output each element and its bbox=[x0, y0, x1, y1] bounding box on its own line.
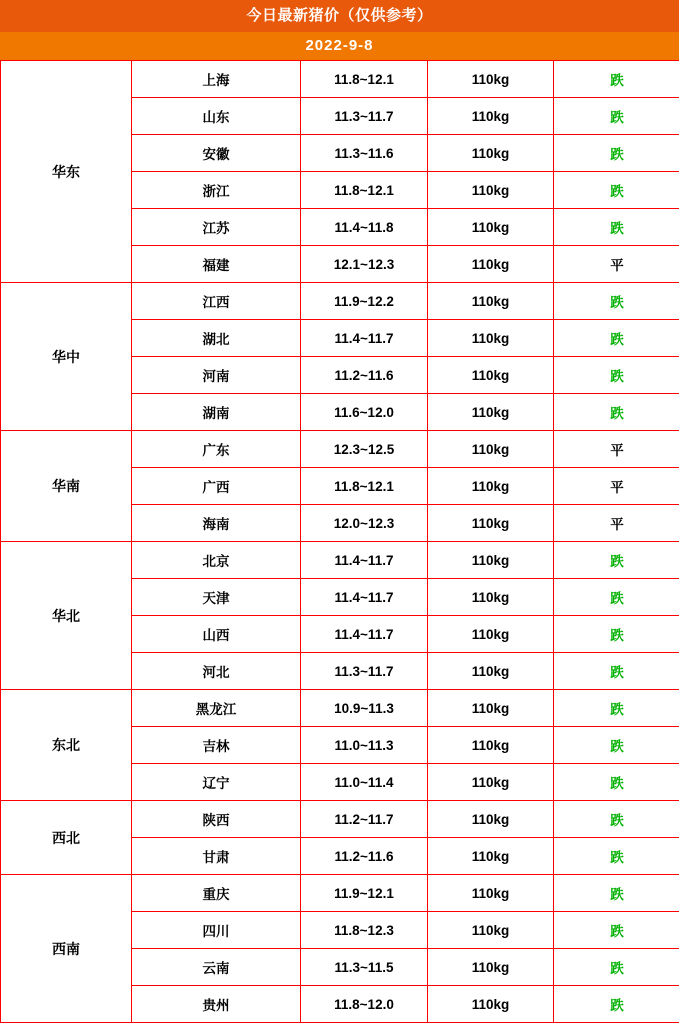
price-cell: 11.8~12.3 bbox=[301, 912, 428, 949]
trend-cell: 跌 bbox=[554, 727, 679, 764]
price-cell: 11.4~11.7 bbox=[301, 616, 428, 653]
trend-cell: 平 bbox=[554, 246, 679, 283]
price-cell: 10.9~11.3 bbox=[301, 690, 428, 727]
trend-cell: 跌 bbox=[554, 209, 679, 246]
weight-cell: 110kg bbox=[428, 283, 554, 320]
weight-cell: 110kg bbox=[428, 209, 554, 246]
province-cell: 甘肃 bbox=[132, 838, 301, 875]
weight-cell: 110kg bbox=[428, 98, 554, 135]
trend-cell: 跌 bbox=[554, 542, 679, 579]
price-cell: 12.3~12.5 bbox=[301, 431, 428, 468]
region-cell: 华东 bbox=[1, 61, 132, 283]
price-cell: 11.4~11.7 bbox=[301, 542, 428, 579]
weight-cell: 110kg bbox=[428, 357, 554, 394]
province-cell: 黑龙江 bbox=[132, 690, 301, 727]
trend-cell: 跌 bbox=[554, 98, 679, 135]
province-cell: 江苏 bbox=[132, 209, 301, 246]
price-table bbox=[0, 60, 679, 1023]
weight-cell: 110kg bbox=[428, 912, 554, 949]
province-cell: 上海 bbox=[132, 61, 301, 98]
trend-cell: 跌 bbox=[554, 283, 679, 320]
page-title: 今日最新猪价（仅供参考） bbox=[0, 0, 679, 32]
trend-cell: 跌 bbox=[554, 875, 679, 912]
trend-cell: 跌 bbox=[554, 172, 679, 209]
trend-cell: 跌 bbox=[554, 801, 679, 838]
province-cell: 重庆 bbox=[132, 875, 301, 912]
price-cell: 11.8~12.1 bbox=[301, 61, 428, 98]
weight-cell: 110kg bbox=[428, 875, 554, 912]
trend-cell: 跌 bbox=[554, 394, 679, 431]
province-cell: 江西 bbox=[132, 283, 301, 320]
price-cell: 11.6~12.0 bbox=[301, 394, 428, 431]
province-cell: 山东 bbox=[132, 98, 301, 135]
price-cell: 12.0~12.3 bbox=[301, 505, 428, 542]
price-cell: 11.0~11.4 bbox=[301, 764, 428, 801]
trend-cell: 跌 bbox=[554, 653, 679, 690]
trend-cell: 跌 bbox=[554, 690, 679, 727]
province-cell: 河北 bbox=[132, 653, 301, 690]
province-cell: 湖南 bbox=[132, 394, 301, 431]
trend-cell: 跌 bbox=[554, 616, 679, 653]
trend-cell: 平 bbox=[554, 431, 679, 468]
weight-cell: 110kg bbox=[428, 394, 554, 431]
trend-cell: 跌 bbox=[554, 357, 679, 394]
weight-cell: 110kg bbox=[428, 764, 554, 801]
price-cell: 11.4~11.7 bbox=[301, 579, 428, 616]
trend-cell: 跌 bbox=[554, 135, 679, 172]
province-cell: 安徽 bbox=[132, 135, 301, 172]
province-cell: 辽宁 bbox=[132, 764, 301, 801]
weight-cell: 110kg bbox=[428, 320, 554, 357]
price-cell: 11.3~11.7 bbox=[301, 98, 428, 135]
weight-cell: 110kg bbox=[428, 727, 554, 764]
weight-cell: 110kg bbox=[428, 135, 554, 172]
weight-cell: 110kg bbox=[428, 616, 554, 653]
province-cell: 广西 bbox=[132, 468, 301, 505]
weight-cell: 110kg bbox=[428, 61, 554, 98]
table-row bbox=[1, 61, 679, 98]
province-cell: 贵州 bbox=[132, 986, 301, 1023]
price-cell: 12.1~12.3 bbox=[301, 246, 428, 283]
weight-cell: 110kg bbox=[428, 468, 554, 505]
weight-cell: 110kg bbox=[428, 431, 554, 468]
province-cell: 山西 bbox=[132, 616, 301, 653]
province-cell: 浙江 bbox=[132, 172, 301, 209]
weight-cell: 110kg bbox=[428, 246, 554, 283]
region-cell: 东北 bbox=[1, 690, 132, 801]
province-cell: 北京 bbox=[132, 542, 301, 579]
price-cell: 11.3~11.5 bbox=[301, 949, 428, 986]
trend-cell: 跌 bbox=[554, 986, 679, 1023]
table-row bbox=[1, 542, 679, 579]
price-cell: 11.3~11.7 bbox=[301, 653, 428, 690]
table-row bbox=[1, 283, 679, 320]
region-cell: 华北 bbox=[1, 542, 132, 690]
trend-cell: 跌 bbox=[554, 912, 679, 949]
table-row bbox=[1, 431, 679, 468]
province-cell: 福建 bbox=[132, 246, 301, 283]
price-cell: 11.2~11.6 bbox=[301, 357, 428, 394]
weight-cell: 110kg bbox=[428, 949, 554, 986]
weight-cell: 110kg bbox=[428, 172, 554, 209]
trend-cell: 平 bbox=[554, 468, 679, 505]
trend-cell: 跌 bbox=[554, 764, 679, 801]
weight-cell: 110kg bbox=[428, 801, 554, 838]
price-cell: 11.2~11.6 bbox=[301, 838, 428, 875]
price-cell: 11.8~12.0 bbox=[301, 986, 428, 1023]
table-row bbox=[1, 690, 679, 727]
province-cell: 湖北 bbox=[132, 320, 301, 357]
province-cell: 天津 bbox=[132, 579, 301, 616]
weight-cell: 110kg bbox=[428, 542, 554, 579]
region-cell: 西南 bbox=[1, 875, 132, 1023]
trend-cell: 跌 bbox=[554, 61, 679, 98]
price-cell: 11.8~12.1 bbox=[301, 468, 428, 505]
province-cell: 河南 bbox=[132, 357, 301, 394]
trend-cell: 跌 bbox=[554, 949, 679, 986]
price-cell: 11.3~11.6 bbox=[301, 135, 428, 172]
price-cell: 11.8~12.1 bbox=[301, 172, 428, 209]
weight-cell: 110kg bbox=[428, 653, 554, 690]
price-cell: 11.4~11.8 bbox=[301, 209, 428, 246]
price-cell: 11.9~12.2 bbox=[301, 283, 428, 320]
region-cell: 西北 bbox=[1, 801, 132, 875]
table-row bbox=[1, 801, 679, 838]
trend-cell: 平 bbox=[554, 505, 679, 542]
weight-cell: 110kg bbox=[428, 690, 554, 727]
region-cell: 华南 bbox=[1, 431, 132, 542]
price-cell: 11.2~11.7 bbox=[301, 801, 428, 838]
province-cell: 广东 bbox=[132, 431, 301, 468]
trend-cell: 跌 bbox=[554, 320, 679, 357]
weight-cell: 110kg bbox=[428, 986, 554, 1023]
table-row bbox=[1, 875, 679, 912]
trend-cell: 跌 bbox=[554, 579, 679, 616]
province-cell: 海南 bbox=[132, 505, 301, 542]
weight-cell: 110kg bbox=[428, 579, 554, 616]
weight-cell: 110kg bbox=[428, 838, 554, 875]
province-cell: 云南 bbox=[132, 949, 301, 986]
price-cell: 11.0~11.3 bbox=[301, 727, 428, 764]
price-cell: 11.9~12.1 bbox=[301, 875, 428, 912]
province-cell: 陕西 bbox=[132, 801, 301, 838]
price-table-body bbox=[1, 61, 679, 1023]
region-cell: 华中 bbox=[1, 283, 132, 431]
province-cell: 吉林 bbox=[132, 727, 301, 764]
trend-cell: 跌 bbox=[554, 838, 679, 875]
date-label: 2022-9-8 bbox=[0, 32, 679, 60]
province-cell: 四川 bbox=[132, 912, 301, 949]
price-cell: 11.4~11.7 bbox=[301, 320, 428, 357]
weight-cell: 110kg bbox=[428, 505, 554, 542]
